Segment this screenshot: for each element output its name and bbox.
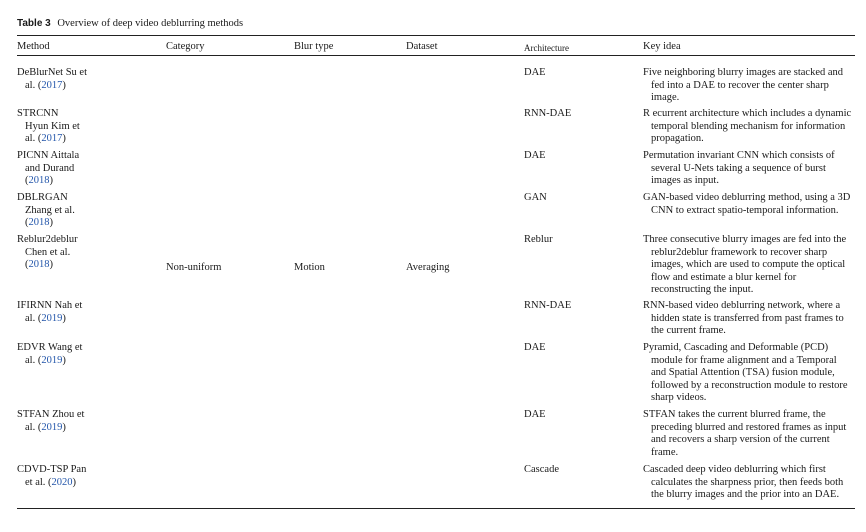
architecture-cell: DAE [524,67,546,78]
key-idea-line: images, which are used to compute the optical [651,259,846,270]
method-line: STRCNN [17,108,59,119]
table-caption-text: Overview of deep video deblurring methods [57,18,244,29]
key-idea-line: flow and estimate a blur kernel for [651,271,797,283]
method-tail: al. ( [25,79,42,91]
method-end: ) [62,312,66,324]
method-tail: et al. ( [25,476,52,488]
citation-year: 2019 [41,421,63,433]
method-tail: al. ( [25,421,42,433]
method-line: CDVD-TSP Pan [17,464,87,475]
key-idea-line: hidden state is transferred from past frames to [651,312,844,324]
key-idea-line: Five neighboring blurry images are stacked and [643,67,844,78]
shared-dataset: Averaging [406,262,450,273]
method-citation [17,217,75,230]
method-citation [17,133,80,146]
method-line: Hyun Kim et [25,120,80,132]
key-idea-line: reblur2deblur framework to recover sharp [651,246,828,258]
key-idea-cell [643,192,850,217]
method-cell [17,464,86,489]
key-idea-line: Cascaded deep video deblurring which first [643,464,826,475]
architecture-cell: Cascade [524,464,559,475]
method-end: ) [62,354,66,366]
architecture-cell: DAE [524,409,546,420]
method-tail: ( [25,175,29,186]
method-line: Chen et al. [25,246,71,258]
citation-year: 2017 [41,133,63,144]
key-idea-line: followed by a reconstruction module to restore [651,379,848,391]
key-idea-line: sharp videos. [651,392,707,403]
method-end: ) [49,217,53,228]
key-idea-cell [643,67,843,105]
method-citation [17,422,84,435]
key-idea-cell [643,409,846,459]
architecture-cell: DAE [524,150,546,161]
key-idea-cell [643,300,844,338]
method-cell [17,342,82,367]
citation-year: 2020 [51,476,73,488]
method-line: DBLRGAN [17,192,68,203]
shared-category: Non-uniform [166,262,222,273]
key-idea-line: CNN to extract spatio-temporal information. [651,204,839,216]
key-idea-line: R ecurrent architecture which includes a dynamic [643,108,852,119]
citation-year: 2017 [41,79,63,91]
method-tail: al. ( [25,312,42,324]
key-idea-line: preceding blurred and restored frames as input [651,421,847,433]
architecture-cell: Reblur [524,234,553,245]
key-idea-line: several U-Nets taking a sequence of burst [651,162,826,174]
method-citation [17,175,79,188]
method-cell [17,150,79,188]
key-idea-line: and recovers a sharp version of the current [651,434,830,445]
key-idea-line: the blurry images and the prior into an DAE. [651,489,840,500]
key-idea-line: temporal blending mechanism for information [651,120,846,132]
method-line: IFIRNN Nah et [17,300,83,311]
header-architecture: Architecture [524,43,569,53]
method-end: ) [49,259,53,270]
method-citation [17,477,86,490]
key-idea-cell [643,342,848,405]
method-line: Reblur2deblur [17,234,78,245]
key-idea-cell [643,234,846,297]
method-end: ) [62,79,66,91]
method-cell [17,409,84,434]
key-idea-line: RNN-based video deblurring network, where a [643,300,841,311]
method-cell [17,192,75,230]
method-citation [17,355,82,368]
key-idea-line: frame. [651,446,679,458]
method-citation [17,313,82,326]
method-end: ) [62,421,66,433]
architecture-cell: GAN [524,192,547,203]
header-rule [17,55,855,56]
architecture-cell: RNN-DAE [524,108,572,119]
key-idea-line: reconstructing the input. [651,284,754,295]
header-dataset: Dataset [406,41,438,52]
key-idea-line: STFAN takes the current blurred frame, the [643,409,826,420]
key-idea-line: GAN-based video deblurring method, using a 3D [643,192,851,203]
method-line: and Durand [25,162,75,174]
method-citation [17,259,78,272]
method-line: PICNN Aittala [17,150,80,161]
method-line: STFAN Zhou et [17,409,85,420]
method-cell [17,67,87,92]
citation-year: 2018 [28,259,50,270]
key-idea-line: calculates the sharpness prior, then feeds both [651,476,844,488]
method-tail: ( [25,217,29,228]
architecture-cell: DAE [524,342,546,353]
shared-blur-type: Motion [294,262,325,273]
method-line: EDVR Wang et [17,342,83,353]
key-idea-line: Three consecutive blurry images are fed into the [643,234,847,245]
key-idea-line: Pyramid, Cascading and Deformable (PCD) [643,342,829,353]
key-idea-cell [643,108,851,146]
method-cell [17,108,80,146]
citation-year: 2018 [28,217,50,228]
header-method: Method [17,41,50,52]
method-end: ) [72,476,77,488]
architecture-cell: RNN-DAE [524,300,572,311]
method-tail: al. ( [25,354,42,366]
table-label: Table 3 [17,18,51,29]
key-idea-line: images as input. [651,175,719,186]
citation-year: 2019 [41,312,63,324]
bottom-rule [17,508,855,509]
key-idea-line: and Spatial Attention (TSA) fusion module, [651,367,835,378]
method-tail: ( [25,259,29,270]
method-line: Zhang et al. [25,204,75,216]
key-idea-line: image. [651,92,680,103]
key-idea-line: propagation. [651,133,704,144]
table-caption [17,18,243,29]
header-blur-type: Blur type [294,41,334,52]
method-citation [17,80,87,93]
top-rule [17,35,855,36]
method-tail: al. ( [25,133,42,144]
key-idea-line: the current frame. [651,325,726,336]
header-key-idea: Key idea [643,41,681,52]
key-idea-cell [643,150,835,188]
method-cell [17,300,82,325]
method-cell [17,234,78,272]
header-category: Category [166,41,205,52]
method-line: DeBlurNet Su et [17,67,87,78]
method-end: ) [49,175,53,186]
citation-year: 2018 [28,175,50,186]
key-idea-cell [643,464,843,502]
citation-year: 2019 [41,354,63,366]
key-idea-line: Permutation invariant CNN which consists of [643,150,835,161]
key-idea-line: fed into a DAE to recover the center sharp [651,79,829,91]
key-idea-line: module for frame alignment and a Temporal [651,354,837,366]
method-end: ) [62,133,66,144]
